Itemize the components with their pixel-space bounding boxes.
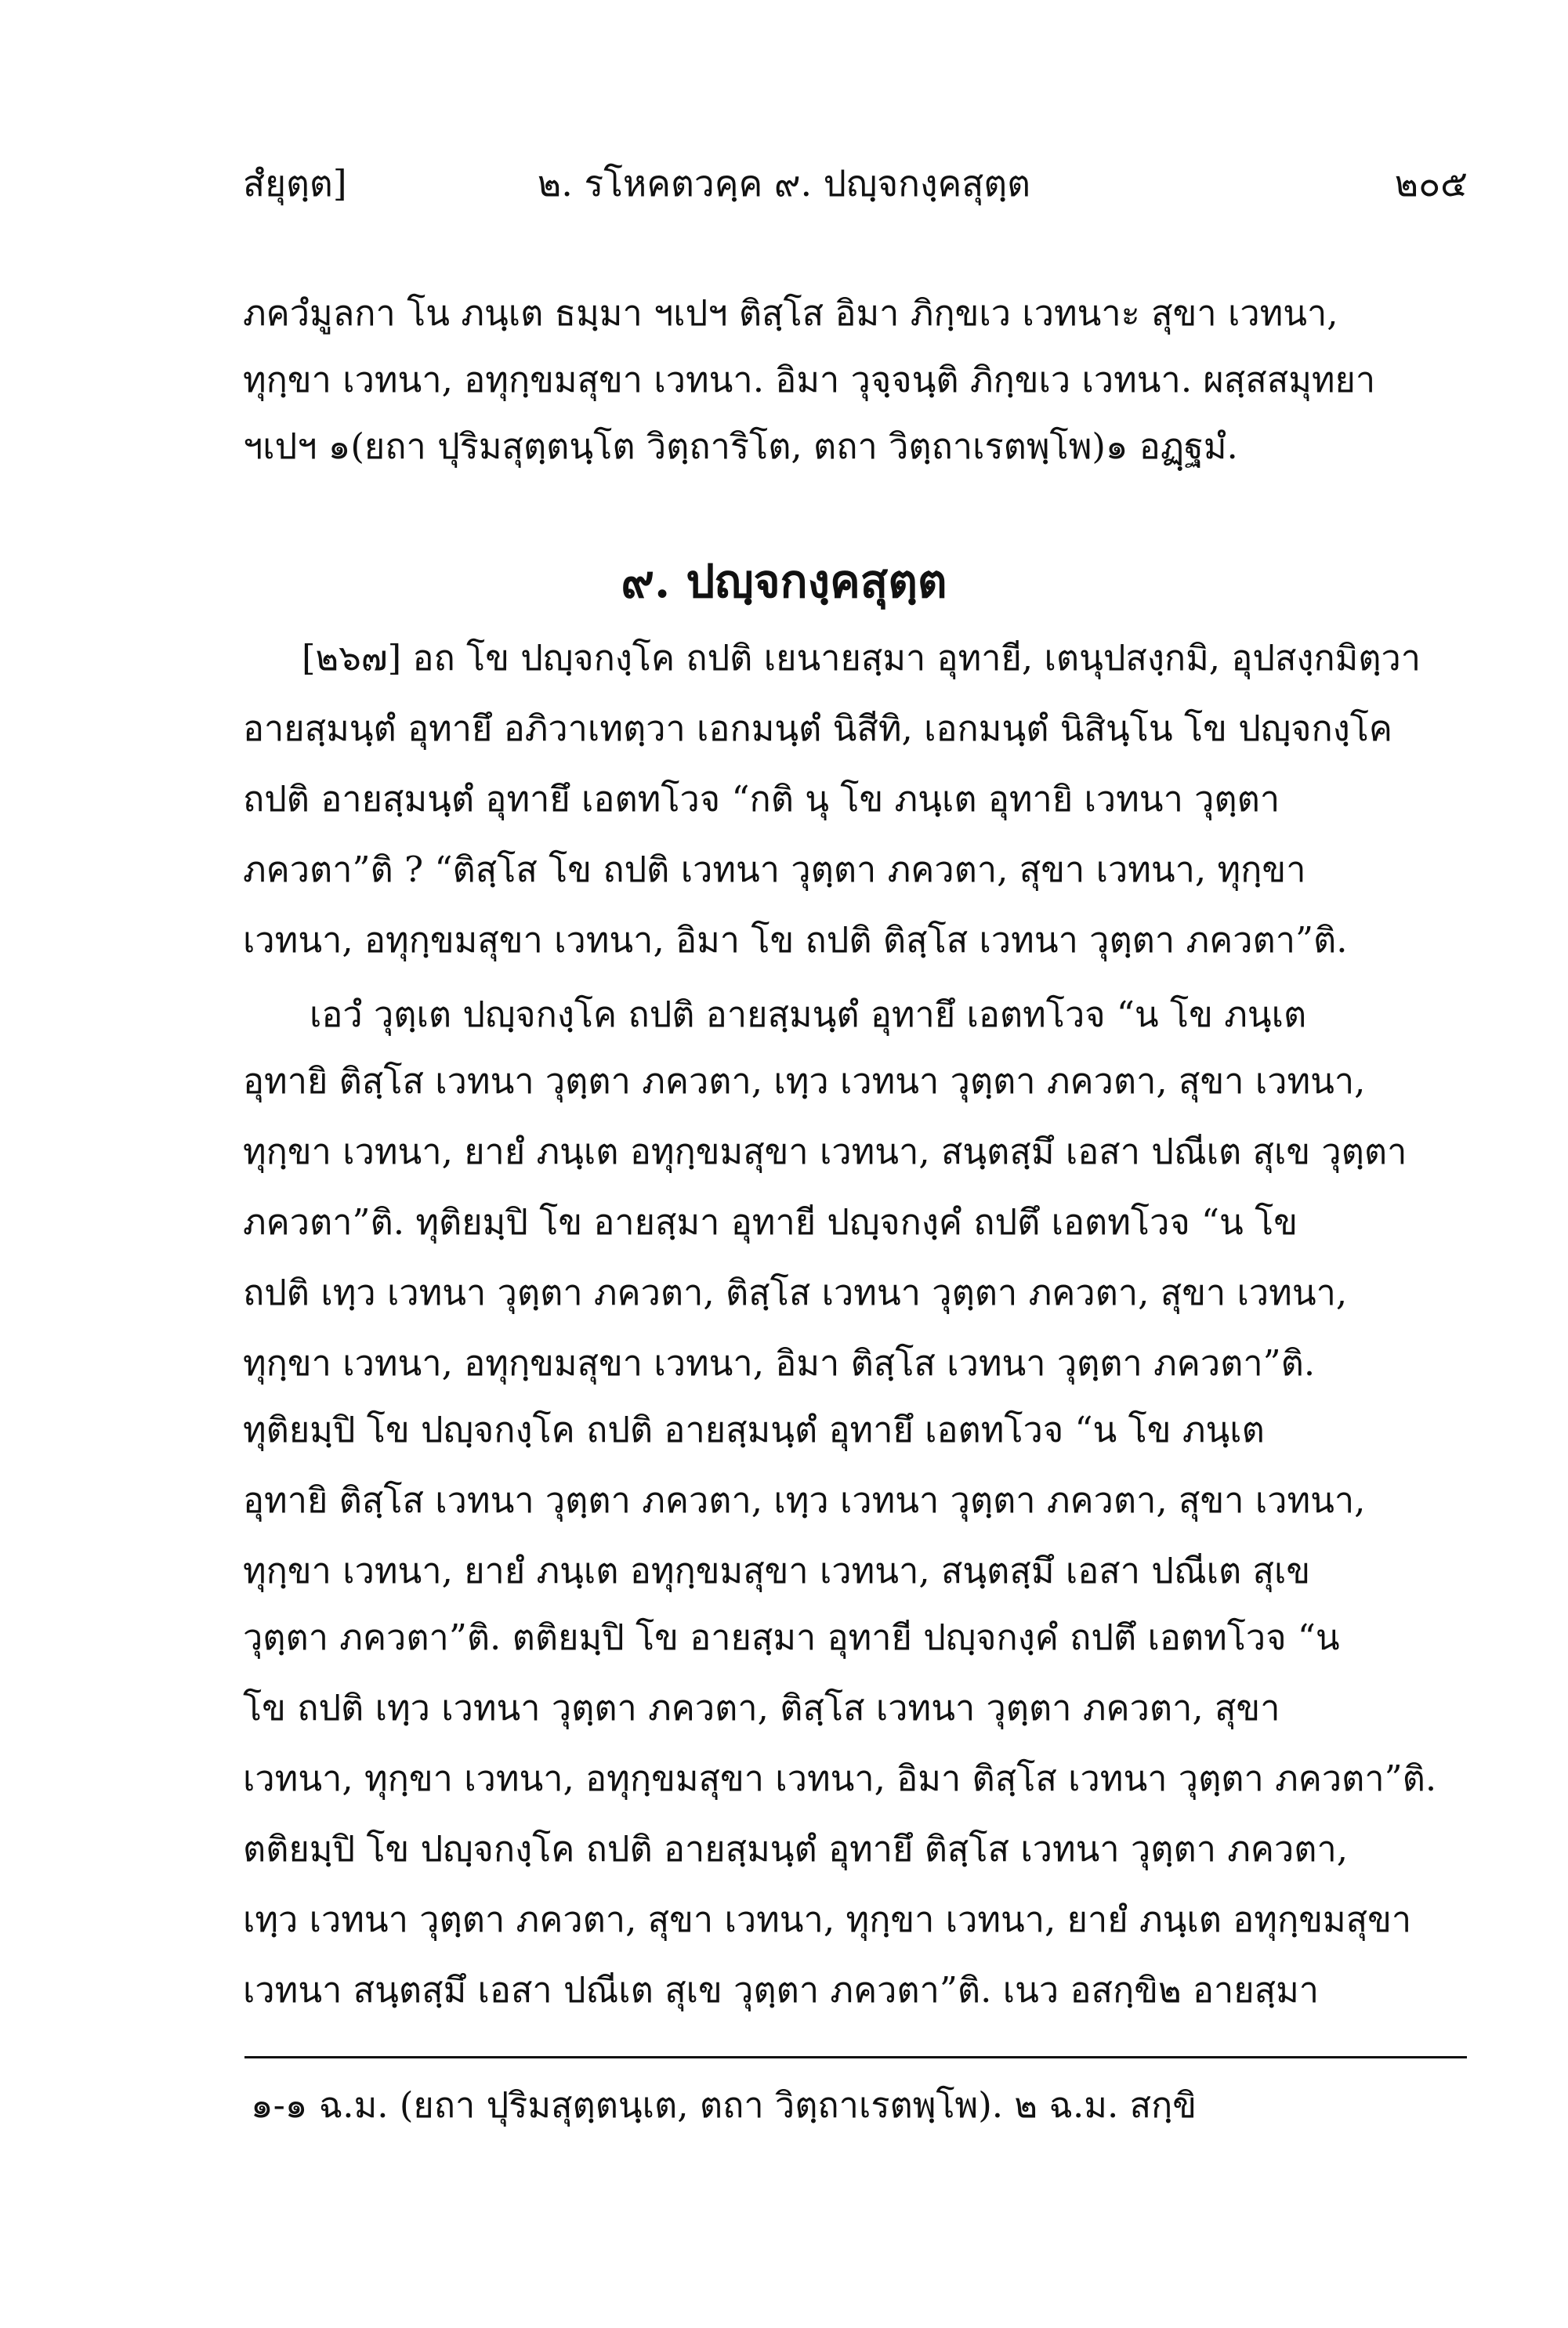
intro-line: ฯเปฯ ๑(ยถา ปุริมสุตฺตนฺโต วิตฺถาริโต, ตถา วิตฺถาเรตพฺโพ)๑ อฏฺฐมํ. bbox=[243, 425, 1238, 467]
intro-line: ทุกฺขา เวทนา, อทุกฺขมสุขา เวทนา. อิมา วุจฺจนฺติ ภิกฺขเว เวทนา. ผสฺสสมุทยา bbox=[243, 359, 1376, 400]
body-line: โข ถปติ เทฺว เวทนา วุตฺตา ภควตา, ติสฺโส เวทนา วุตฺตา ภควตา, สุขา bbox=[243, 1687, 1280, 1729]
page-number: ๒๐๕ bbox=[1394, 162, 1468, 205]
body-line: ตติยมฺปิ โข ปญฺจกงฺโค ถปติ อายสฺมนฺตํ อุทายึ ติสฺโส เวทนา วุตฺตา ภควตา, bbox=[243, 1828, 1349, 1870]
body-line: [๒๖๗] อถ โข ปญฺจกงฺโค ถปติ เยนายสฺมา อุทายี, เตนุปสงฺกมิ, อุปสงฺกมิตฺวา bbox=[302, 637, 1421, 679]
header-left: สํยุตฺต] bbox=[243, 162, 347, 205]
running-header bbox=[0, 155, 1568, 210]
body-line: ภควตา”ติ. ทุติยมฺปิ โข อายสฺมา อุทายี ปญฺจกงฺคํ ถปตึ เอตทโวจ “น โข bbox=[243, 1201, 1298, 1243]
body-line: เทฺว เวทนา วุตฺตา ภควตา, สุขา เวทนา, ทุกฺขา เวทนา, ยายํ ภนฺเต อทุกฺขมสุขา bbox=[243, 1899, 1412, 1940]
body-line: เวทนา, ทุกฺขา เวทนา, อทุกฺขมสุขา เวทนา, อิมา ติสฺโส เวทนา วุตฺตา ภควตา”ติ. bbox=[243, 1758, 1437, 1799]
body-line: ถปติ อายสฺมนฺตํ อุทายึ เอตทโวจ “กติ นุ โข ภนฺเต อุทายิ เวทนา วุตฺตา bbox=[243, 778, 1280, 820]
body-line: อุทายิ ติสฺโส เวทนา วุตฺตา ภควตา, เทฺว เวทนา วุตฺตา ภควตา, สุขา เวทนา, bbox=[243, 1060, 1366, 1102]
body-line: ทุกฺขา เวทนา, อทุกฺขมสุขา เวทนา, อิมา ติสฺโส เวทนา วุตฺตา ภควตา”ติ. bbox=[243, 1342, 1316, 1384]
body-line: ทุติยมฺปิ โข ปญฺจกงฺโค ถปติ อายสฺมนฺตํ อุทายึ เอตทโวจ “น โข ภนฺเต bbox=[243, 1409, 1265, 1450]
footnote: ๑-๑ ฉ.ม. (ยถา ปุริมสุตฺตนฺเต, ตถา วิตฺถาเรตพฺโพ). ๒ ฉ.ม. สกฺขิ bbox=[251, 2084, 1197, 2126]
section-title: ๙. ปญฺจกงฺคสุตฺต bbox=[621, 555, 947, 608]
footnote-divider bbox=[244, 2056, 1467, 2058]
body-line: เอวํ วุตฺเต ปญฺจกงฺโค ถปติ อายสฺมนฺตํ อุทายึ เอตทโวจ “น โข ภนฺเต bbox=[310, 994, 1307, 1035]
body-line: อุทายิ ติสฺโส เวทนา วุตฺตา ภควตา, เทฺว เวทนา วุตฺตา ภควตา, สุขา เวทนา, bbox=[243, 1479, 1366, 1521]
body-line: ทุกฺขา เวทนา, ยายํ ภนฺเต อทุกฺขมสุขา เวทนา, สนฺตสฺมึ เอสา ปณีเต สุเข วุตฺตา bbox=[243, 1131, 1407, 1172]
body-line: เวทนา, อทุกฺขมสุขา เวทนา, อิมา โข ถปติ ติสฺโส เวทนา วุตฺตา ภควตา”ติ. bbox=[243, 919, 1348, 961]
body-line: อายสฺมนฺตํ อุทายึ อภิวาเทตฺวา เอกมนฺตํ นิสีทิ, เอกมนฺตํ นิสินฺโน โข ปญฺจกงฺโค bbox=[243, 708, 1392, 749]
header-center: ๒. รโหคตวคฺค ๙. ปญฺจกงฺคสุตฺต bbox=[537, 162, 1031, 205]
intro-line: ภควํมูลกา โน ภนฺเต ธมฺมา ฯเปฯ ติสฺโส อิมา ภิกฺขเว เวทนาะ สุขา เวทนา, bbox=[243, 292, 1338, 334]
body-line: เวทนา สนฺตสฺมึ เอสา ปณีเต สุเข วุตฺตา ภควตา”ติ. เนว อสกฺขิ๒ อายสฺมา bbox=[243, 1969, 1320, 2011]
body-line: วุตฺตา ภควตา”ติ. ตติยมฺปิ โข อายสฺมา อุทายี ปญฺจกงฺคํ ถปตึ เอตทโวจ “น bbox=[243, 1617, 1340, 1658]
body-line: ถปติ เทฺว เวทนา วุตฺตา ภควตา, ติสฺโส เวทนา วุตฺตา ภควตา, สุขา เวทนา, bbox=[243, 1272, 1348, 1313]
body-line: ภควตา”ติ ? “ติสฺโส โข ถปติ เวทนา วุตฺตา ภควตา, สุขา เวทนา, ทุกฺขา bbox=[243, 849, 1306, 890]
body-line: ทุกฺขา เวทนา, ยายํ ภนฺเต อทุกฺขมสุขา เวทนา, สนฺตสฺมึ เอสา ปณีเต สุเข bbox=[243, 1550, 1311, 1591]
